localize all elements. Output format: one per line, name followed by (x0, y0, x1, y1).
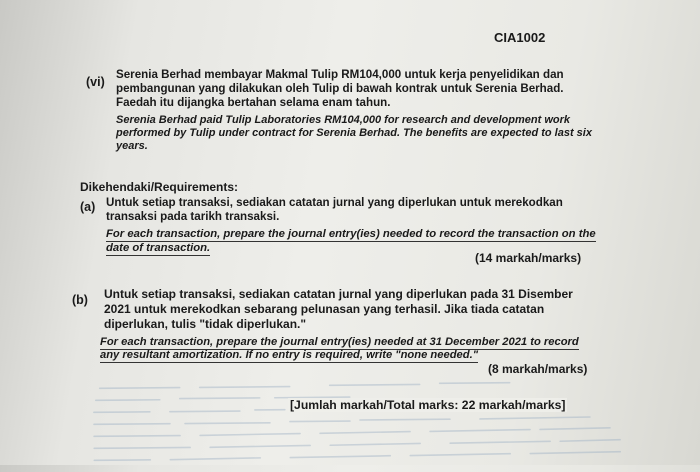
part-b-malay-line-2: 2021 untuk merekodkan sebarang pelunasan yang terhasil. Jika tiada catatan (104, 302, 544, 316)
total-marks: [Jumlah markah/Total marks: 22 markah/marks] (288, 398, 567, 412)
part-b-malay-line-1: Untuk setiap transaksi, sediakan catatan jurnal yang diperlukan pada 31 Disember (104, 287, 573, 301)
part-a-label: (a) (80, 200, 95, 214)
item-vi-malay-line-1: Serenia Berhad membayar Makmal Tulip RM104,000 untuk kerja penyelidikan dan (116, 68, 564, 82)
part-b-english-line-1: For each transaction, prepare the journal entry(ies) needed at 31 December 2021 to record (100, 336, 579, 350)
part-a-malay-line-2: transaksi pada tarikh transaksi. (106, 210, 279, 224)
part-b-malay-line-3: diperlukan, tulis "tidak diperlukan." (104, 317, 306, 331)
requirements-heading: Dikehendaki/Requirements: (80, 180, 238, 194)
part-b-label: (b) (72, 293, 88, 307)
item-vi-malay-line-3: Faedah itu dijangka bertahan selama enam tahun. (116, 96, 390, 110)
bleed-through-texture (90, 378, 631, 472)
part-b-english-line-2: any resultant amortization. If no entry is required, write "none needed." (100, 349, 478, 363)
part-a-english-line-2: date of transaction. (106, 242, 210, 256)
part-a-malay-line-1: Untuk setiap transaksi, sediakan catatan jurnal yang diperlukan untuk merekodkan (106, 196, 563, 210)
part-a-english-line-1: For each transaction, prepare the journal entry(ies) needed to record the transaction on the (106, 228, 596, 242)
item-vi-english-line-1: Serenia Berhad paid Tulip Laboratories RM104,000 for research and development work (116, 114, 570, 127)
item-vi-label: (vi) (86, 75, 105, 89)
part-a-marks: (14 markah/marks) (475, 251, 581, 265)
part-b-marks: (8 markah/marks) (488, 362, 587, 376)
item-vi-english-line-2: performed by Tulip under contract for Serenia Berhad. The benefits are expected to last six (116, 127, 592, 140)
item-vi-malay-line-2: pembangunan yang dilakukan oleh Tulip di bawah kontrak untuk Serenia Berhad. (116, 82, 564, 96)
course-code: CIA1002 (494, 30, 545, 45)
item-vi-english-line-3: years. (116, 140, 148, 153)
